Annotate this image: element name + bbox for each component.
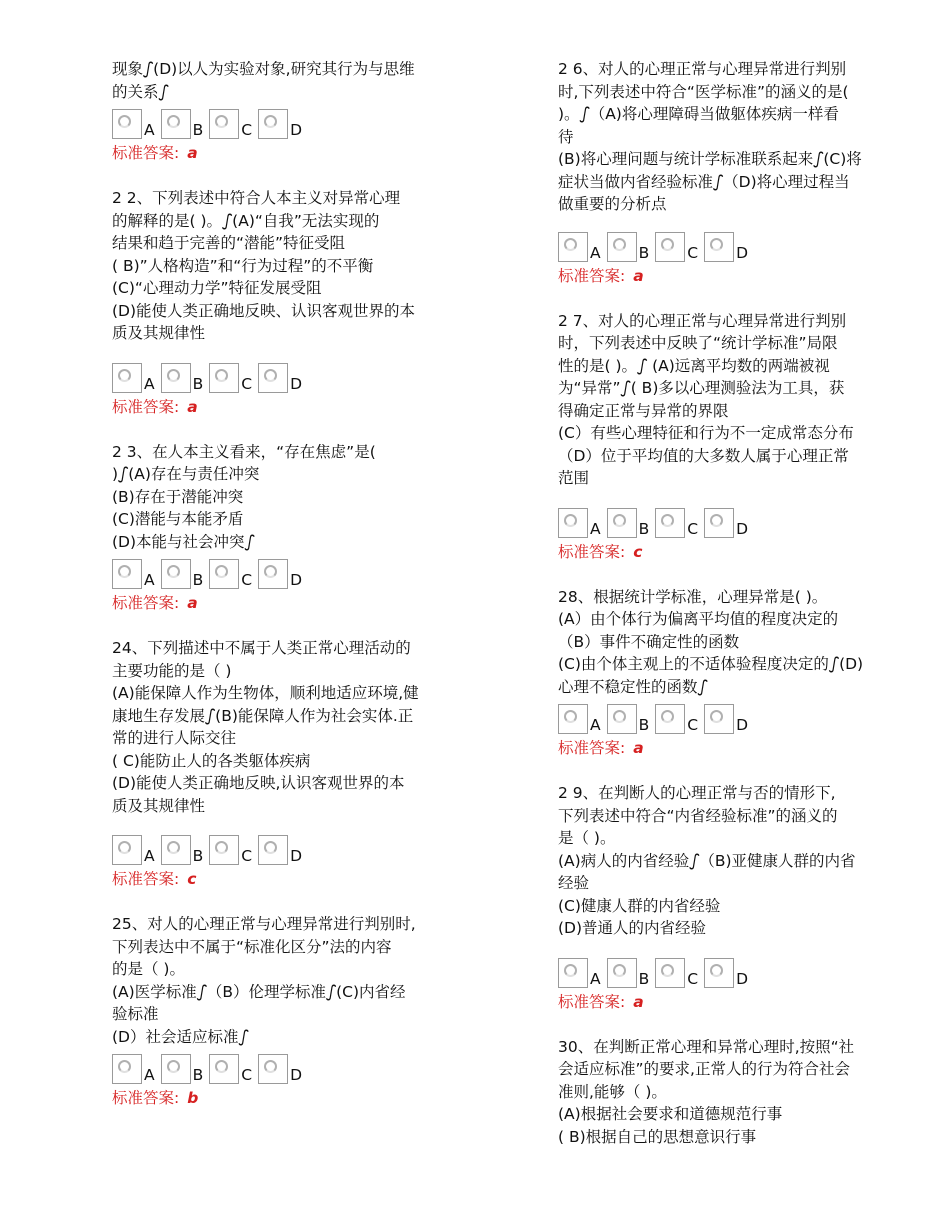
question-text-line: 30、在判断正常心理和异常心理时,按照“社 (558, 1037, 855, 1056)
radio-checkbox-icon[interactable] (258, 1054, 288, 1084)
question-text-line: 验标准 (112, 1005, 159, 1023)
option-d[interactable] (704, 958, 748, 988)
question-q29 (558, 782, 898, 1014)
standard-answer (558, 990, 898, 1014)
radio-checkbox-icon[interactable] (161, 109, 191, 139)
option-d[interactable] (258, 559, 302, 589)
question-text-line: (D)能使人类正确地反映、认识客观世界的本 (112, 301, 416, 320)
question-text-line: 心理不稳定性的函数ഽ (558, 677, 708, 696)
question-text-line: (C)“心理动力学”特征发展受阻 (112, 279, 322, 297)
option-label: A (144, 1066, 155, 1084)
question-q21 (112, 58, 452, 165)
question-text-line: 为“异常”ഽ( B)多以心理测验法为工具，获 (558, 379, 845, 397)
question-text-line: 现象ഽ(D)以人为实验对象,研究其行为与思维 (112, 60, 415, 78)
question-text-line: (D)能使人类正确地反映,认识客观世界的本 (112, 774, 405, 792)
answer-label: 标准答案: (112, 144, 180, 162)
option-label: B (638, 243, 650, 262)
option-a[interactable] (112, 835, 155, 865)
right-column (558, 58, 898, 1170)
question-text-line: ( B)根据自己的思想意识行事 (558, 1127, 757, 1146)
radio-checkbox-icon[interactable] (655, 704, 685, 734)
question-text-line: (B)存在于潜能冲突 (112, 487, 244, 506)
question-text-line: 2 2、下列表述中符合人本主义对异常心理 (112, 189, 401, 207)
radio-checkbox-icon[interactable] (209, 835, 239, 865)
question-text-line: 28、根据统计学标准，心理异常是( )。 (558, 587, 828, 606)
question-text-line: 准则,能够（ )。 (558, 1082, 667, 1101)
option-label: D (290, 847, 303, 865)
answer-options (112, 1050, 452, 1084)
radio-checkbox-icon[interactable] (112, 835, 142, 865)
option-label: C (241, 1066, 253, 1084)
option-d[interactable] (258, 835, 302, 865)
radio-checkbox-icon[interactable] (258, 835, 288, 865)
standard-answer (112, 141, 452, 165)
question-text-line: 25、对人的心理正常与心理异常进行判别时, (112, 915, 416, 933)
radio-checkbox-icon[interactable] (655, 232, 685, 262)
question-text-line: (C)由个体主观上的不适体验程度决定的ഽ(D) (558, 655, 864, 673)
question-text-line: 的关系ഽ (112, 82, 169, 101)
answer-label: 标准答案: (558, 992, 626, 1011)
question-text-line: 的是（ )。 (112, 960, 185, 978)
question-text-line: (B)将心理问题与统计学标准联系起来ഽ(C)将 (558, 150, 862, 168)
question-q23 (112, 441, 452, 616)
question-text-line: 24、下列描述中不属于人类正常心理活动的 (112, 639, 411, 657)
question-text-line: 性的是( )。ഽ (A)远离平均数的两端被视 (558, 356, 830, 375)
option-a[interactable] (558, 508, 601, 538)
question-text-line: (D)本能与社会冲突ഽ (112, 532, 255, 551)
option-label: C (687, 716, 699, 734)
radio-checkbox-icon[interactable] (558, 508, 588, 538)
option-label: B (638, 519, 650, 538)
answer-value: a (633, 266, 644, 285)
answer-value: a (633, 992, 644, 1011)
radio-checkbox-icon[interactable] (161, 559, 191, 589)
answer-value: a (187, 397, 198, 416)
option-label: A (590, 969, 601, 988)
option-label: D (736, 969, 749, 988)
radio-checkbox-icon[interactable] (558, 704, 588, 734)
radio-checkbox-icon[interactable] (112, 363, 142, 393)
option-label: A (590, 519, 601, 538)
option-label: A (144, 374, 155, 393)
option-d[interactable] (258, 363, 302, 393)
radio-checkbox-icon[interactable] (704, 958, 734, 988)
question-text-line: 2 7、对人的心理正常与心理异常进行判别 (558, 311, 847, 330)
question-text-line: 结果和趋于完善的“潜能”特征受阻 (112, 234, 346, 252)
question-text-line: (D)普通人的内省经验 (558, 919, 707, 937)
question-text-line: (C)潜能与本能矛盾 (112, 510, 244, 528)
question-text-line: )。ഽ（A)将心理障碍当做躯体疾病一样看 (558, 105, 839, 123)
option-label: C (241, 374, 253, 393)
standard-answer (558, 264, 898, 288)
answer-options (558, 228, 898, 262)
answer-options (558, 504, 898, 538)
answer-value: a (633, 739, 644, 757)
standard-answer (112, 1086, 452, 1110)
question-text-line: 的解释的是( )。ഽ(A)“自我”无法实现的 (112, 211, 380, 230)
option-a[interactable] (112, 559, 155, 589)
option-label: D (290, 1066, 303, 1084)
answer-options (112, 831, 452, 865)
option-label: A (590, 716, 601, 734)
question-text-line: 2 6、对人的心理正常与心理异常进行判别 (558, 60, 847, 78)
option-label: D (290, 571, 303, 589)
option-label: B (192, 1066, 204, 1084)
standard-answer (112, 867, 452, 891)
radio-checkbox-icon[interactable] (558, 232, 588, 262)
radio-checkbox-icon[interactable] (258, 559, 288, 589)
radio-checkbox-icon[interactable] (161, 1054, 191, 1084)
option-a[interactable] (558, 232, 601, 262)
option-c[interactable] (655, 704, 698, 734)
radio-checkbox-icon[interactable] (607, 958, 637, 988)
radio-checkbox-icon[interactable] (209, 109, 239, 139)
option-a[interactable] (112, 363, 155, 393)
option-c[interactable] (209, 109, 252, 139)
question-text-line: ( C)能防止人的各类躯体疾病 (112, 751, 311, 770)
radio-checkbox-icon[interactable] (112, 1054, 142, 1084)
question-text-line: 2 9、在判断人的心理正常与否的情形下, (558, 784, 836, 802)
question-text-line: 2 3、在人本主义看来，“存在焦虑”是( (112, 442, 376, 461)
answer-value: a (187, 144, 198, 162)
option-label: C (241, 121, 253, 139)
radio-checkbox-icon[interactable] (607, 232, 637, 262)
option-c[interactable] (655, 958, 698, 988)
question-text-line: 症状当做内省经验标准ഽ（D)将心理过程当 (558, 172, 850, 191)
question-q28 (558, 586, 898, 761)
question-text-line: (A)病人的内省经验ഽ（B)亚健康人群的内省 (558, 851, 856, 870)
question-text-line: (A）由个体行为偏离平均值的程度决定的 (558, 610, 839, 628)
question-text-line: （B）事件不确定性的函数 (558, 632, 740, 651)
answer-value: c (633, 542, 643, 561)
option-b[interactable] (161, 559, 204, 589)
radio-checkbox-icon[interactable] (209, 559, 239, 589)
question-q30 (558, 1036, 898, 1149)
option-d[interactable] (704, 508, 748, 538)
option-label: C (687, 519, 699, 538)
option-a[interactable] (558, 958, 601, 988)
option-b[interactable] (161, 109, 204, 139)
answer-label: 标准答案: (558, 739, 626, 757)
option-b[interactable] (607, 232, 650, 262)
option-label: A (144, 847, 155, 865)
question-q26 (558, 58, 898, 288)
question-text-line: 范围 (558, 469, 590, 487)
standard-answer (112, 395, 452, 419)
option-b[interactable] (161, 1054, 204, 1084)
question-text-line: )ഽ(A)存在与责任冲突 (112, 465, 260, 483)
question-text-line: (A)能保障人作为生物体，顺利地适应环境,健 (112, 684, 419, 702)
option-label: A (590, 243, 601, 262)
question-text-line: 时,下列表述中符合“医学标准”的涵义的是( (558, 82, 849, 101)
question-text-line: (A)根据社会要求和道德规范行事 (558, 1105, 783, 1123)
option-c[interactable] (209, 835, 252, 865)
question-text-line: 是（ )。 (558, 829, 616, 847)
option-d[interactable] (704, 232, 748, 262)
question-text-line: ( B)”人格构造”和“行为过程”的不平衡 (112, 256, 374, 275)
answer-options (112, 555, 452, 589)
option-d[interactable] (258, 1054, 302, 1084)
option-label: D (290, 374, 303, 393)
radio-checkbox-icon[interactable] (112, 109, 142, 139)
question-text-line: 待 (558, 127, 574, 146)
question-text-line: 下列表述中符合“内省经验标准”的涵义的 (558, 806, 838, 825)
radio-checkbox-icon[interactable] (704, 508, 734, 538)
question-text-line: （D）位于平均值的大多数人属于心理正常 (558, 446, 849, 465)
radio-checkbox-icon[interactable] (607, 704, 637, 734)
option-c[interactable] (209, 1054, 252, 1084)
option-label: D (736, 716, 749, 734)
option-c[interactable] (655, 508, 698, 538)
option-b[interactable] (161, 835, 204, 865)
option-c[interactable] (209, 363, 252, 393)
question-text-line: (C)健康人群的内省经验 (558, 896, 721, 915)
option-label: A (144, 571, 155, 589)
question-q24 (112, 637, 452, 891)
option-label: B (192, 374, 204, 393)
option-b[interactable] (607, 958, 650, 988)
question-q25 (112, 913, 452, 1110)
answer-value: b (187, 1089, 199, 1107)
answer-label: 标准答案: (112, 397, 180, 416)
option-a[interactable] (112, 109, 155, 139)
option-label: C (241, 847, 253, 865)
option-label: D (736, 243, 749, 262)
question-text-line: 会适应标准”的要求,正常人的行为符合社会 (558, 1060, 850, 1078)
option-a[interactable] (112, 1054, 155, 1084)
answer-options (112, 105, 452, 139)
standard-answer (112, 591, 452, 615)
option-label: D (290, 121, 303, 139)
question-text-line: 经验 (558, 874, 590, 892)
question-text-line: 下列表达中不属于“标准化区分”法的内容 (112, 937, 392, 956)
option-d[interactable] (704, 704, 748, 734)
radio-checkbox-icon[interactable] (607, 508, 637, 538)
question-text-line: 时，下列表述中反映了“统计学标准”局限 (558, 334, 838, 352)
answer-value: a (187, 594, 198, 612)
answer-options (558, 700, 898, 734)
option-label: C (687, 243, 699, 262)
radio-checkbox-icon[interactable] (704, 704, 734, 734)
option-label: B (638, 716, 650, 734)
answer-label: 标准答案: (112, 1089, 180, 1107)
radio-checkbox-icon[interactable] (112, 559, 142, 589)
radio-checkbox-icon[interactable] (258, 109, 288, 139)
question-text-line: 得确定正常与异常的界限 (558, 401, 729, 420)
radio-checkbox-icon[interactable] (655, 958, 685, 988)
option-label: A (144, 121, 155, 139)
option-label: B (192, 847, 204, 865)
radio-checkbox-icon[interactable] (704, 232, 734, 262)
answer-options (112, 359, 452, 393)
question-text-line: 康地生存发展ഽ(B)能保障人作为社会实体.正 (112, 706, 414, 725)
option-b[interactable] (607, 704, 650, 734)
answer-options (558, 954, 898, 988)
standard-answer (558, 540, 898, 564)
option-label: D (736, 519, 749, 538)
radio-checkbox-icon[interactable] (161, 363, 191, 393)
option-label: B (638, 969, 650, 988)
answer-value: c (187, 870, 197, 888)
option-b[interactable] (161, 363, 204, 393)
question-text-line: (A)医学标准ഽ（B）伦理学标准ഽ(C)内省经 (112, 982, 406, 1001)
radio-checkbox-icon[interactable] (655, 508, 685, 538)
question-q22 (112, 187, 452, 419)
question-text-line: (C）有些心理特征和行为不一定成常态分布 (558, 424, 854, 442)
standard-answer (558, 736, 898, 760)
option-label: B (192, 121, 204, 139)
question-text-line: (D）社会适应标准ഽ (112, 1027, 249, 1046)
radio-checkbox-icon[interactable] (161, 835, 191, 865)
question-text-line: 做重要的分析点 (558, 195, 667, 213)
answer-label: 标准答案: (112, 594, 180, 612)
question-text-line: 主要功能的是（ ) (112, 661, 232, 680)
answer-label: 标准答案: (558, 266, 626, 285)
option-label: C (687, 969, 699, 988)
option-label: B (192, 571, 204, 589)
option-d[interactable] (258, 109, 302, 139)
option-c[interactable] (209, 559, 252, 589)
question-text-line: 质及其规律性 (112, 796, 206, 815)
radio-checkbox-icon[interactable] (258, 363, 288, 393)
answer-label: 标准答案: (112, 870, 180, 888)
radio-checkbox-icon[interactable] (209, 363, 239, 393)
option-c[interactable] (655, 232, 698, 262)
option-b[interactable] (607, 508, 650, 538)
left-column (112, 58, 452, 1132)
radio-checkbox-icon[interactable] (558, 958, 588, 988)
option-label: C (241, 571, 253, 589)
option-a[interactable] (558, 704, 601, 734)
question-text-line: 质及其规律性 (112, 324, 206, 342)
radio-checkbox-icon[interactable] (209, 1054, 239, 1084)
answer-label: 标准答案: (558, 542, 626, 561)
question-q27 (558, 310, 898, 564)
question-text-line: 常的进行人际交往 (112, 729, 237, 747)
